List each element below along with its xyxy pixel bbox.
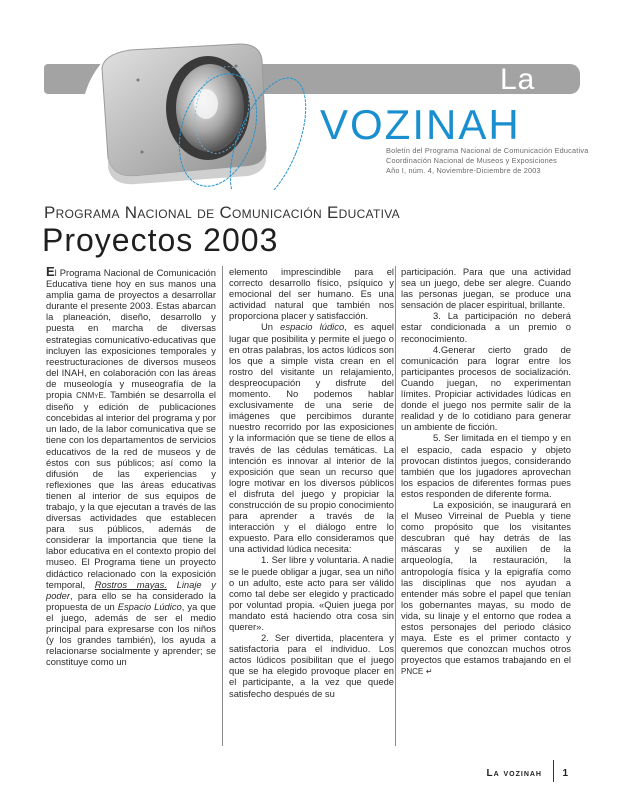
text-run: Un <box>261 321 281 333</box>
exhibit-subtitle: Linaje y poder <box>46 578 216 601</box>
subtitle-line: Coordinación Nacional de Museos y Exposiciones <box>386 156 558 165</box>
text-run: , es aquel lugar que posibilita y permite el juego o en otras palabras, los actos lúdicos son los que a simple vista crean en el rostro del visitante un relajamiento, despreocupación y disfrute del momento. No podemos hablar exclusivamente de una serie de imágenes que percibimos durante nuestro recorrido por las exposiciones y la información que se tiene de ellos a través de las cédulas temáticas. La intención es innovar al interior de la exposición que sean un recurso que logre motivar en los diversos públicos el disfruta del juego y propiciar la construcción de su propio conocimiento para aprender a través de la interacción y el diálogo entre lo expuesto. Para ello consideramos que una actividad lúdica necesita: <box>229 321 394 555</box>
speaker-icon <box>90 30 330 190</box>
text-run: La exposición, se inaugurará en el Museo Virreinal de Puebla y tiene como propósito que los visitantes descubran qué hay detrás de las máscaras y se auxilien de la arqueología, la restauración, la antropología física y la epigrafía como las disciplinas que nos ayudan a entender más sobre el papel que tenían los gobernantes mayas, su modo de vida, su linaje y el entorno que rodea a estos personajes del periodo clásico maya. Este es el primer contacto y queremos que conozcan muchos otros proyectos que estamos trabajando en el <box>401 498 571 666</box>
text-run: . También se desarrolla el diseño y edición de publicaciones concebidas al interior del programa y por un lado, de la labor comunicativa que se tiene con los departamentos de servicios educativos de la red de museos y de éstos con sus públicos; así como la difusión de las experiencias y reflexiones que las áreas educativas tienen al interior de sus equipos de trabajo, y la que ejecutan a través de las diversas actividades que establecen para sus públicos, además de considerar la importancia que tiene la labor educativa en el contexto propio del museo. El Programa tiene un proyecto didáctico relacionado con la exposición temporal, <box>46 389 216 590</box>
paragraph: 3. La participación no deberá estar condicionada a un premio o reconocimiento. <box>401 310 571 344</box>
drop-cap: E <box>46 264 55 279</box>
footer-divider <box>553 760 554 782</box>
subtitle-line: Año I, núm. 4, Noviembre-Diciembre de 2003 <box>386 166 541 175</box>
text-run: l Programa Nacional de Comunicación Educativa tiene hoy en sus manos una amplia gama de proyectos a desarrollar durante el presente 2003. Estas abarcan la planeación, diseño, desarrollo y puesta en marcha de diversas estrategias comunicativo-educativas que incluyen las exposiciones temporales y reestructuraciones de diversos museos del INAH, en colaboración con las áreas de museología y museografía de la propia <box>46 267 216 401</box>
exhibit-title: Rostros mayas. <box>94 578 167 590</box>
column-divider <box>395 266 396 746</box>
text-run: , ya que el juego, además de ser el medio principal para expresarse con los niños (y los grandes también), los ayuda a relacionarse socialmente y aprender; se constituye como un <box>46 600 216 668</box>
masthead-title: VOZINAH <box>320 101 521 148</box>
abbreviation: CNMyE <box>76 391 104 401</box>
paragraph: 5. Ser limitada en el tiempo y en el espacio, cada espacio y objeto provocan distintos juegos, considerando también que los jugadores aprovechan los espacios de diferentes formas pues estos responden de diferente forma. <box>401 432 571 499</box>
paragraph <box>46 266 216 667</box>
masthead <box>0 0 620 200</box>
section-kicker: Programa Nacional de Comunicación Educativa <box>44 203 400 222</box>
masthead-la: La <box>500 63 536 96</box>
paragraph: 4.Generar cierto grado de comunicación para lograr entre los participantes procesos de socialización. Cuando juegan, no experimentan límites. Propiciar actividades lúdicas en donde el juego nos permite salir de la realidad y de lo cotidiano para generar un ambiente de ficción. <box>401 343 571 433</box>
emphasis: espacio lúdico <box>280 321 345 333</box>
paragraph: 2. Ser divertida, placentera y satisfactoria para el individuo. Los actos lúdicos posibilitan que el juego que se ha elegido provoque placer en el participante, a la vez que quede satisfecho después de su <box>229 632 394 699</box>
paragraph <box>401 499 571 678</box>
paragraph: 1. Ser libre y voluntaria. A nadie se le puede obligar a jugar, sea un niño o un adulto, este acto para ser válido como tal debe ser elegido y practicado por voluntad propia. «Quien juega por mandato está haciendo otra cosa sin querer». <box>229 554 394 632</box>
column-3 <box>401 266 571 677</box>
page-number: 1 <box>562 768 568 779</box>
paragraph <box>229 321 394 554</box>
emphasis: Espacio Lúdico <box>117 600 182 612</box>
page-footer <box>410 760 580 784</box>
column-divider <box>222 266 223 746</box>
column-2 <box>229 266 394 699</box>
subtitle-line: Boletín del Programa Nacional de Comunicación Educativa <box>386 146 589 155</box>
paragraph: participación. Para que una actividad sea un juego, debe ser alegre. Cuando las personas juegan, se produce una sensación de placer espiritual, brillante. <box>401 266 571 311</box>
masthead-subtitle <box>386 146 588 176</box>
end-mark-icon: ↵ <box>425 667 433 677</box>
column-1 <box>46 266 216 667</box>
abbreviation: PNCE <box>401 667 424 677</box>
article-title: Proyectos 2003 <box>42 222 279 258</box>
text-run: , para ello se ha considerado la propuesta de un <box>46 589 216 612</box>
paragraph: elemento imprescindible para el correcto desarrollo físico, psíquico y emocional del ser humano. Es una actividad natural que también nos proporciona placer y satisfacción. <box>229 266 394 322</box>
footer-publication: La vozinah <box>486 768 542 779</box>
